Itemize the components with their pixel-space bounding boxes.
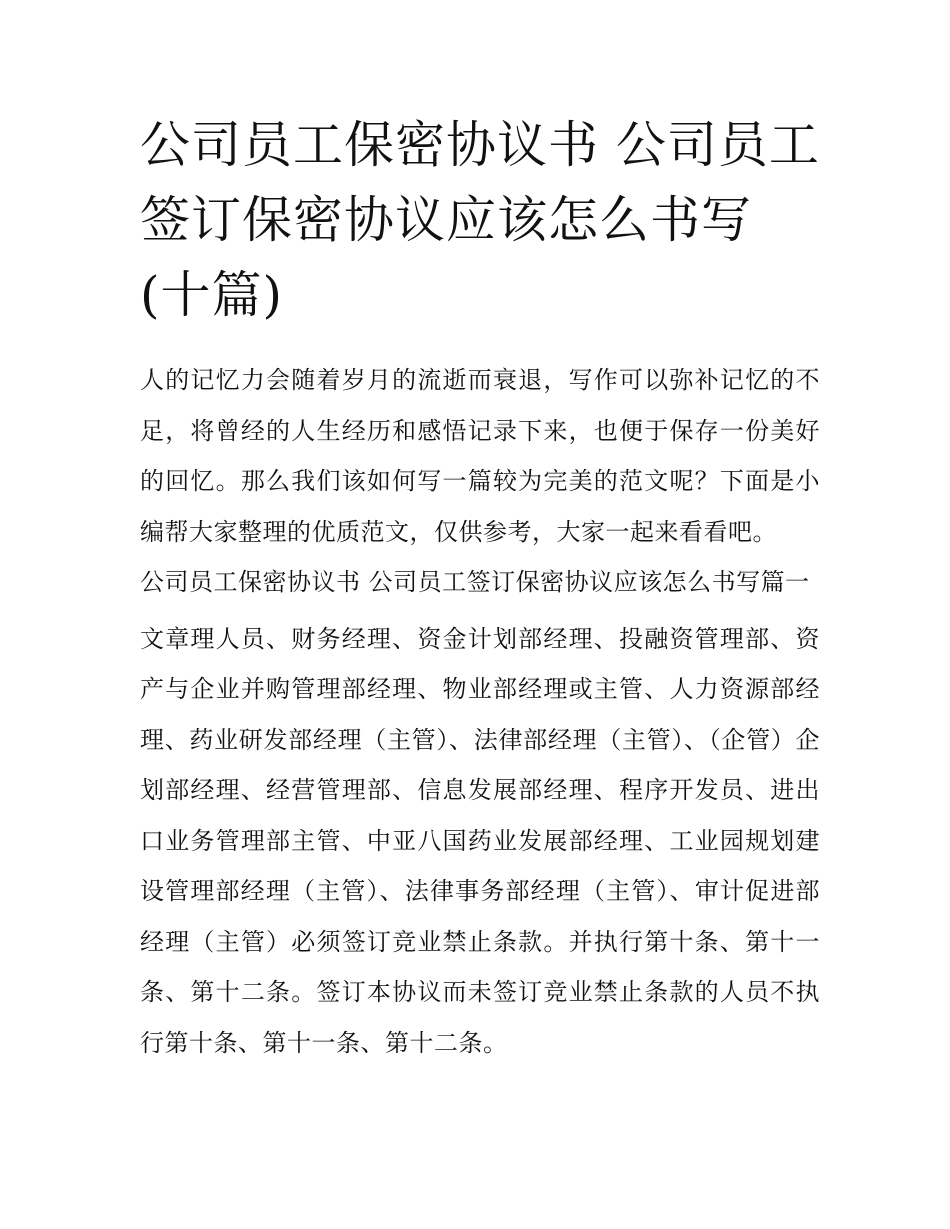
section-heading: 公司员工保密协议书 公司员工签订保密协议应该怎么书写篇一 bbox=[140, 568, 810, 596]
document-content bbox=[140, 355, 820, 1068]
intro-paragraph: 人的记忆力会随着岁月的流逝而衰退，写作可以弥补记忆的不足，将曾经的人生经历和感悟记录下来，也便于保存一份美好的回忆。那么我们该如何写一篇较为完美的范文呢？下面是小编帮大家整理的优质范文，仅供参考，大家一起来看看吧。 bbox=[140, 366, 820, 546]
body-paragraph: 文章理人员、财务经理、资金计划部经理、投融资管理部、资产与企业并购管理部经理、物业部经理或主管、人力资源部经理、药业研发部经理（主管）、法律部经理（主管）、（企管）企划部经理、经营管理部、信息发展部经理、程序开发员、进出口业务管理部主管、中亚八国药业发展部经理、工业园规划建设管理部经理（主管）、法律事务部经理（主管）、审计促进部经理（主管）必须签订竞业禁止条款。并执行第十条、第十一条、第十二条。签订本协议而未签订竞业禁止条款的人员不执行第十条、第十一条、第十二条。 bbox=[140, 624, 820, 1057]
document-title: 公司员工保密协议书 公司员工签订保密协议应该怎么书写(十篇) bbox=[140, 116, 820, 324]
